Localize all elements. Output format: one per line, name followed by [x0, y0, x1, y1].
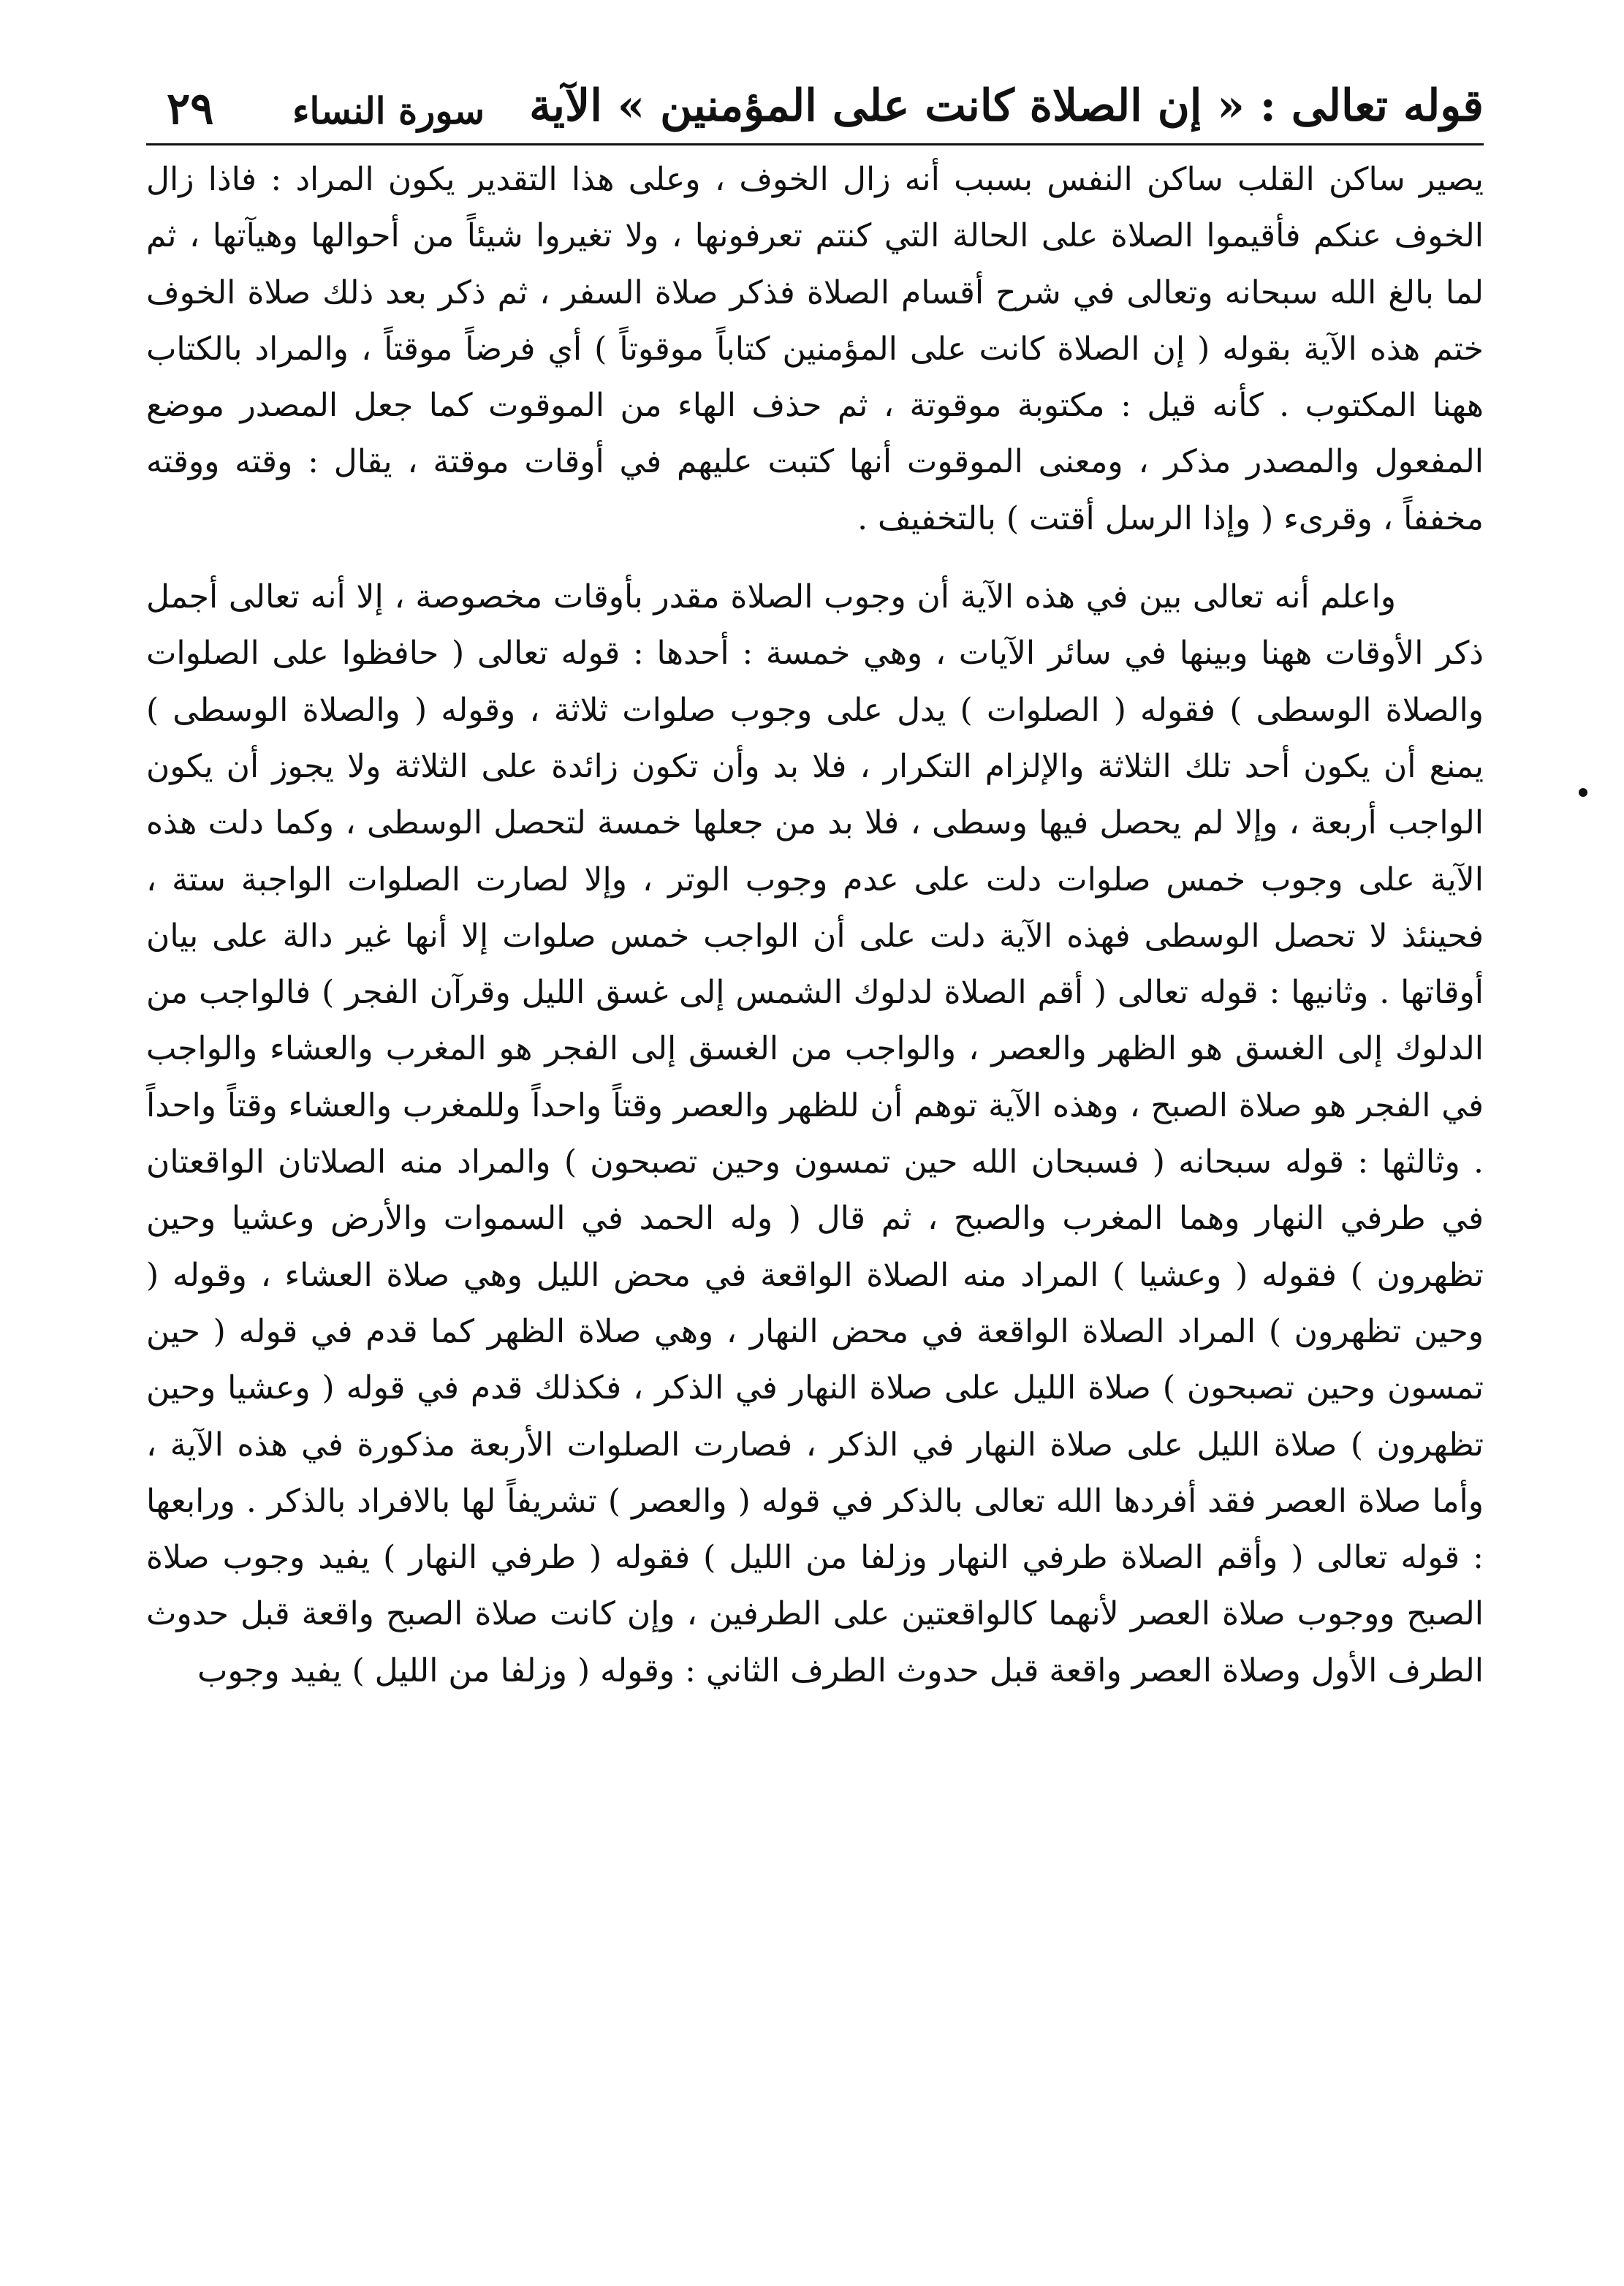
page-body [146, 151, 1484, 1699]
surah-name: سورة النساء [292, 89, 485, 132]
paragraph-1: يصير ساكن القلب ساكن النفس بسبب أنه زال الخوف ، وعلى هذا التقدير يكون المراد : فاذا زال الخوف عنكم فأقيموا الصلاة على الحالة التي كنتم تعرفونها ، ولا تغيروا شيئاً من أحوالها وهيآتها ، ثم لما بالغ الله سبحانه وتعالى في شرح أقسام الصلاة فذكر صلاة السفر ، ثم ذكر بعد ذلك صلاة الخوف ختم هذه الآية بقوله ( إن الصلاة كانت على المؤمنين كتاباً موقوتاً ) أي فرضاً موقتاً ، والمراد بالكتاب ههنا المكتوب . كأنه قيل : مكتوبة موقوتة ، ثم حذف الهاء من الموقوت كما جعل المصدر موضع المفعول والمصدر مذكر ، ومعنى الموقوت أنها كتبت عليهم في أوقات موقتة ، يقال : وقته ووقته مخففاً ، وقرىء ( وإذا الرسل أقتت ) بالتخفيف . [146, 161, 1484, 537]
header-title: قوله تعالى : « إن الصلاة كانت على المؤمنين » الآية [529, 80, 1484, 132]
margin-dot [1579, 788, 1587, 797]
paragraph-2: واعلم أنه تعالى بين في هذه الآية أن وجوب الصلاة مقدر بأوقات مخصوصة ، إلا أنه تعالى أجمل ذكر الأوقات ههنا وبينها في سائر الآيات ، وهي خمسة : أحدها : قوله تعالى ( حافظوا على الصلوات والصلاة الوسطى ) فقوله ( الصلوات ) يدل على وجوب صلوات ثلاثة ، وقوله ( والصلاة الوسطى ) يمنع أن يكون أحد تلك الثلاثة والإلزام التكرار ، فلا بد وأن تكون زائدة على الثلاثة ولا يجوز أن يكون الواجب أربعة ، وإلا لم يحصل فيها وسطى ، فلا بد من جعلها خمسة لتحصل الوسطى ، وكما دلت هذه الآية على وجوب خمس صلوات دلت على عدم وجوب الوتر ، وإلا لصارت الصلوات الواجبة ستة ، فحينئذ لا تحصل الوسطى فهذه الآية دلت على أن الواجب خمس صلوات إلا أنها غير دالة على بيان أوقاتها . وثانيها : قوله تعالى ( أقم الصلاة لدلوك الشمس إلى غسق الليل وقرآن الفجر ) فالواجب من الدلوك إلى الغسق هو الظهر والعصر ، والواجب من الغسق إلى الفجر هو المغرب والعشاء والواجب في الفجر هو صلاة الصبح ، وهذه الآية توهم أن للظهر والعصر وقتاً واحداً وللمغرب والعشاء وقتاً واحداً . وثالثها : قوله سبحانه ( فسبحان الله حين تمسون وحين تصبحون ) والمراد منه الصلاتان الواقعتان في طرفي النهار وهما المغرب والصبح ، ثم قال ( وله الحمد في السموات والأرض وعشيا وحين تظهرون ) فقوله ( وعشيا ) المراد منه الصلاة الواقعة في محض الليل وهي صلاة العشاء ، وقوله ( وحين تظهرون ) المراد الصلاة الواقعة في محض النهار ، وهي صلاة الظهر كما قدم في قوله ( حين تمسون وحين تصبحون ) صلاة الليل على صلاة النهار في الذكر ، فكذلك قدم في قوله ( وعشيا وحين تظهرون ) صلاة الليل على صلاة النهار في الذكر ، فصارت الصلوات الأربعة مذكورة في هذه الآية ، وأما صلاة العصر فقد أفردها الله تعالى بالذكر في قوله ( والعصر ) تشريفاً لها بالافراد بالذكر . ورابعها : قوله تعالى ( وأقم الصلاة طرفي النهار وزلفا من الليل ) فقوله ( طرفي النهار ) يفيد وجوب صلاة الصبح ووجوب صلاة العصر لأنهما كالواقعتين على الطرفين ، وإن كانت صلاة الصبح واقعة قبل حدوث الطرف الأول وصلاة العصر واقعة قبل حدوث الطرف الثاني : وقوله ( وزلفا من الليل ) يفيد وجوب [146, 578, 1484, 1689]
running-header [146, 73, 1484, 145]
book-page [146, 73, 1484, 2193]
page-number: ٢٩ [167, 83, 214, 135]
